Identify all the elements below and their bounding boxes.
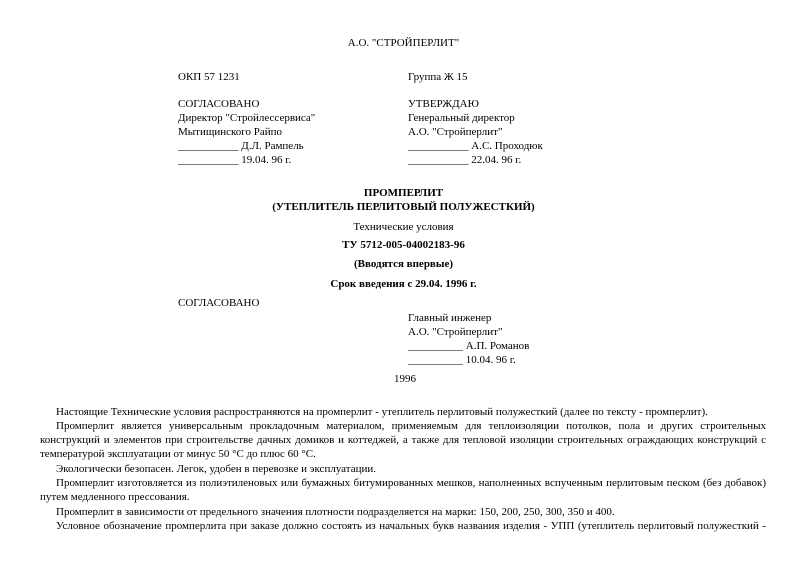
- approved-line: А.О. "Стройперлит": [408, 126, 503, 138]
- agreed2-line: А.О. "Стройперлит": [408, 326, 503, 338]
- agreed-block: [178, 97, 315, 167]
- agreed2-line: Главный инженер: [408, 312, 492, 324]
- agreed-signature: ___________ Д.Л. Рампель: [178, 140, 304, 152]
- paragraph: Промперлит изготовляется из полиэтиленовых или бумажных битумированных мешков, наполненных вспученным перлитовым песком (без добавок) путем медленного прессования.: [40, 477, 766, 504]
- agreed-line: Директор "Стройлессервиса": [178, 112, 316, 124]
- year: 1996: [394, 373, 416, 385]
- paragraph: Экологически безопасен. Легок, удобен в перевозке и эксплуатации.: [56, 463, 377, 475]
- agreed2-date: __________ 10.04. 96 г.: [408, 354, 516, 366]
- paragraph: Промперлит является универсальным прокладочным материалом, применяемым для теплоизоляции потолков, пола и других строительных конструкций и элементов при строительстве дачных домиков и коттеджей, а также для тепловой изоляции строительных ограждающих конструкций с температурой эксплуатации от минус 50 °С до плюс 60 °С.: [40, 420, 766, 461]
- document-subtitle-bold: (УТЕПЛИТЕЛЬ ПЕРЛИТОВЫЙ ПОЛУЖЕСТКИЙ): [272, 201, 535, 213]
- paragraph: Промперлит в зависимости от предельного значения плотности подразделяется на марки: 150, 200, 250, 300, 350 и 400.: [56, 506, 615, 518]
- approved-date: ___________ 22.04. 96 г.: [408, 154, 522, 166]
- paragraph: Настоящие Технические условия распространяются на промперлит - утеплитель перлитовый полужесткий (далее по тексту - промперлит).: [56, 406, 708, 418]
- document-title: ПРОМПЕРЛИТ: [363, 187, 444, 199]
- organization-header: А.О. "СТРОЙПЕРЛИТ": [347, 37, 460, 49]
- effective-date: Срок введения с 29.04. 1996 г.: [330, 278, 477, 290]
- approved-signature: ___________ А.С. Проходюк: [408, 140, 543, 152]
- document-code: ТУ 5712-005-04002183-96: [342, 239, 465, 251]
- group-code: Группа Ж 15: [408, 71, 468, 83]
- approved-block: [408, 97, 543, 167]
- agreed2-block: [408, 311, 529, 367]
- paragraph: Условное обозначение промперлита при заказе должно состоять из начальных букв названия изделия - УПП (утеплитель перлитовый полужесткий -: [56, 520, 766, 532]
- agreed2-signature: __________ А.П. Романов: [408, 340, 530, 352]
- agreed-line: Мытищинского Райпо: [178, 126, 283, 138]
- agreed-title: СОГЛАСОВАНО: [178, 98, 260, 110]
- okp-code: ОКП 57 1231: [178, 71, 240, 83]
- first-time-note: (Вводятся впервые): [353, 258, 454, 270]
- agreed-date: ___________ 19.04. 96 г.: [178, 154, 292, 166]
- approved-title: УТВЕРЖДАЮ: [408, 98, 479, 110]
- document-type: Технические условия: [353, 221, 454, 233]
- approved-line: Генеральный директор: [408, 112, 515, 124]
- agreed2-title: СОГЛАСОВАНО: [178, 297, 260, 309]
